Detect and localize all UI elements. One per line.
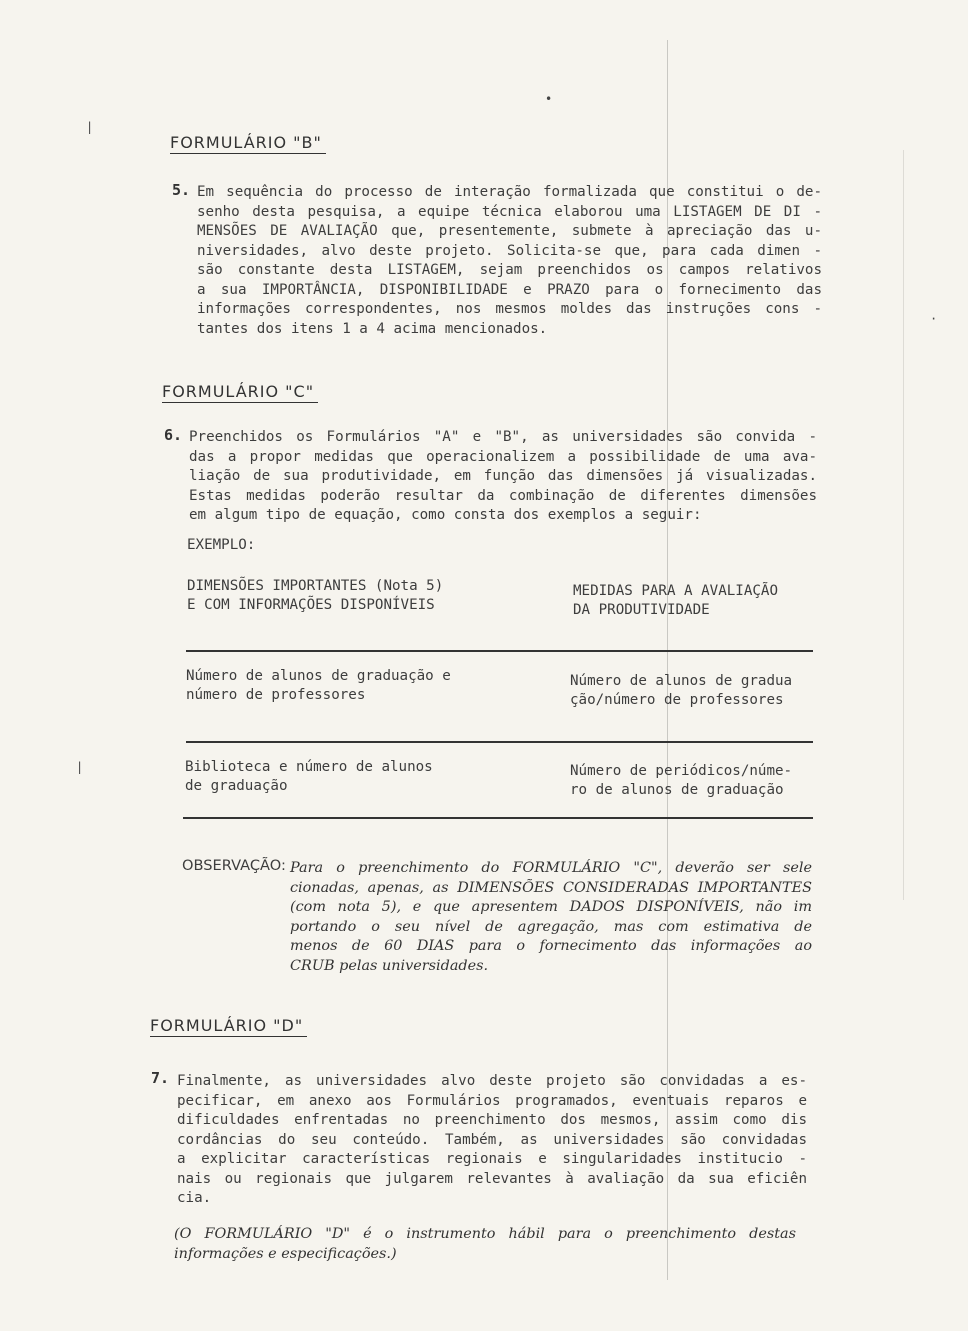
text-line: (com nota 5), e que apresentem DADOS DISPONÍVEIS, não im xyxy=(290,899,812,915)
cell-line: ro de alunos de graduação xyxy=(570,782,784,798)
table-rule xyxy=(183,817,813,819)
text-line: Em sequência do processo de interação formalizada que constitui o de- xyxy=(197,184,822,200)
header-line: DIMENSÕES IMPORTANTES (Nota 5) xyxy=(187,578,444,594)
text-line: informações e especificações.) xyxy=(174,1245,397,1262)
text-line: informações correspondentes, nos mesmos moldes das instruções cons - xyxy=(197,301,822,317)
text-line: liação de sua produtividade, em função das dimensões já visualizadas. xyxy=(189,468,817,484)
cell-line: Número de alunos de gradua xyxy=(570,673,793,689)
form-d-note xyxy=(174,1225,796,1264)
table-rule xyxy=(186,650,813,652)
text-line: MENSÕES DE AVALIAÇÃO que, presentemente, submete à apreciação das u- xyxy=(197,223,822,239)
text-line: pecificar, em anexo aos Formulários programados, eventuais reparos e xyxy=(177,1092,807,1109)
text-line: menos de 60 DIAS para o fornecimento das informações ao xyxy=(290,938,812,954)
text-line: CRUB pelas universidades. xyxy=(290,957,489,974)
text-line: portando o seu nível de agregação, mas com estimativa de xyxy=(290,918,812,935)
cell-line: de graduação xyxy=(185,778,288,794)
table-header-left xyxy=(187,577,443,615)
form-c-heading: FORMULÁRIO "C" xyxy=(162,382,318,403)
text-line: cia. xyxy=(177,1190,212,1206)
item-number: 5. xyxy=(172,181,191,199)
text-line: cionadas, apenas, as DIMENSÕES CONSIDERADAS IMPORTANTES xyxy=(290,879,812,896)
table-row-1-right xyxy=(570,672,792,710)
form-b-paragraph xyxy=(197,183,822,339)
text-line: Estas medidas poderão resultar da combinação de diferentes dimensões xyxy=(189,487,817,504)
punch-mark: · xyxy=(930,312,938,326)
cell-line: Número de alunos de graduação e xyxy=(186,668,451,684)
text-line: das a propor medidas que operacionalizem a possibilidade de uma ava- xyxy=(189,448,817,465)
cell-line: Biblioteca e número de alunos xyxy=(185,759,433,775)
punch-mark: • xyxy=(545,92,553,106)
punch-mark: | xyxy=(86,120,94,134)
form-c-paragraph xyxy=(189,428,817,526)
table-header-right xyxy=(573,582,778,620)
text-line: (O FORMULÁRIO "D" é o instrumento hábil para o preenchimento destas xyxy=(174,1226,796,1242)
cell-line: Número de periódicos/núme- xyxy=(570,763,793,779)
punch-mark: | xyxy=(76,760,84,774)
header-line: DA PRODUTIVIDADE xyxy=(573,602,710,618)
cell-line: ção/número de professores xyxy=(570,692,784,708)
header-line: MEDIDAS PARA A AVALIAÇÃO xyxy=(573,583,778,599)
text-line: nais ou regionais que julgarem relevantes à avaliação da sua eficiên xyxy=(177,1170,807,1187)
example-label: EXEMPLO: xyxy=(187,537,256,553)
form-d-paragraph xyxy=(177,1072,807,1209)
text-line: tantes dos itens 1 a 4 acima mencionados. xyxy=(197,320,548,337)
text-line: dificuldades enfrentadas no preenchimento dos mesmos, assim como dis xyxy=(177,1112,807,1128)
text-line: cordâncias do seu conteúdo. Também, as universidades são convidadas xyxy=(177,1131,807,1148)
text-line: Preenchidos os Formulários "A" e "B", as universidades são convida - xyxy=(189,429,817,445)
text-line: a sua IMPORTÂNCIA, DISPONIBILIDADE e PRAZO para o fornecimento das xyxy=(197,281,822,298)
cell-line: número de professores xyxy=(186,687,366,703)
text-line: em algum tipo de equação, como consta dos exemplos a seguir: xyxy=(189,507,702,523)
observation-text xyxy=(290,859,812,976)
text-line: Finalmente, as universidades alvo deste projeto são convidadas a es- xyxy=(177,1073,807,1089)
table-row-2-left xyxy=(185,758,433,796)
item-number: 7. xyxy=(151,1069,170,1087)
text-line: niversidades, alvo deste projeto. Solicita-se que, para cada dimen - xyxy=(197,242,822,259)
table-row-2-right xyxy=(570,762,792,800)
text-line: a explicitar características regionais e singularidades institucio - xyxy=(177,1151,807,1167)
observation-label: OBSERVAÇÃO: xyxy=(182,857,286,874)
table-rule xyxy=(186,741,813,743)
text-line: Para o preenchimento do FORMULÁRIO "C", deverão ser sele xyxy=(290,860,812,876)
form-d-heading: FORMULÁRIO "D" xyxy=(150,1016,307,1037)
text-line: são constante desta LISTAGEM, sejam preenchidos os campos relativos xyxy=(197,262,822,278)
table-row-1-left xyxy=(186,667,451,705)
paper-fold-line-secondary xyxy=(903,150,904,900)
header-line: E COM INFORMAÇÕES DISPONÍVEIS xyxy=(187,597,435,613)
form-b-heading: FORMULÁRIO "B" xyxy=(170,133,326,154)
item-number: 6. xyxy=(164,426,183,444)
text-line: senho desta pesquisa, a equipe técnica elaborou uma LISTAGEM DE DI - xyxy=(197,203,822,220)
